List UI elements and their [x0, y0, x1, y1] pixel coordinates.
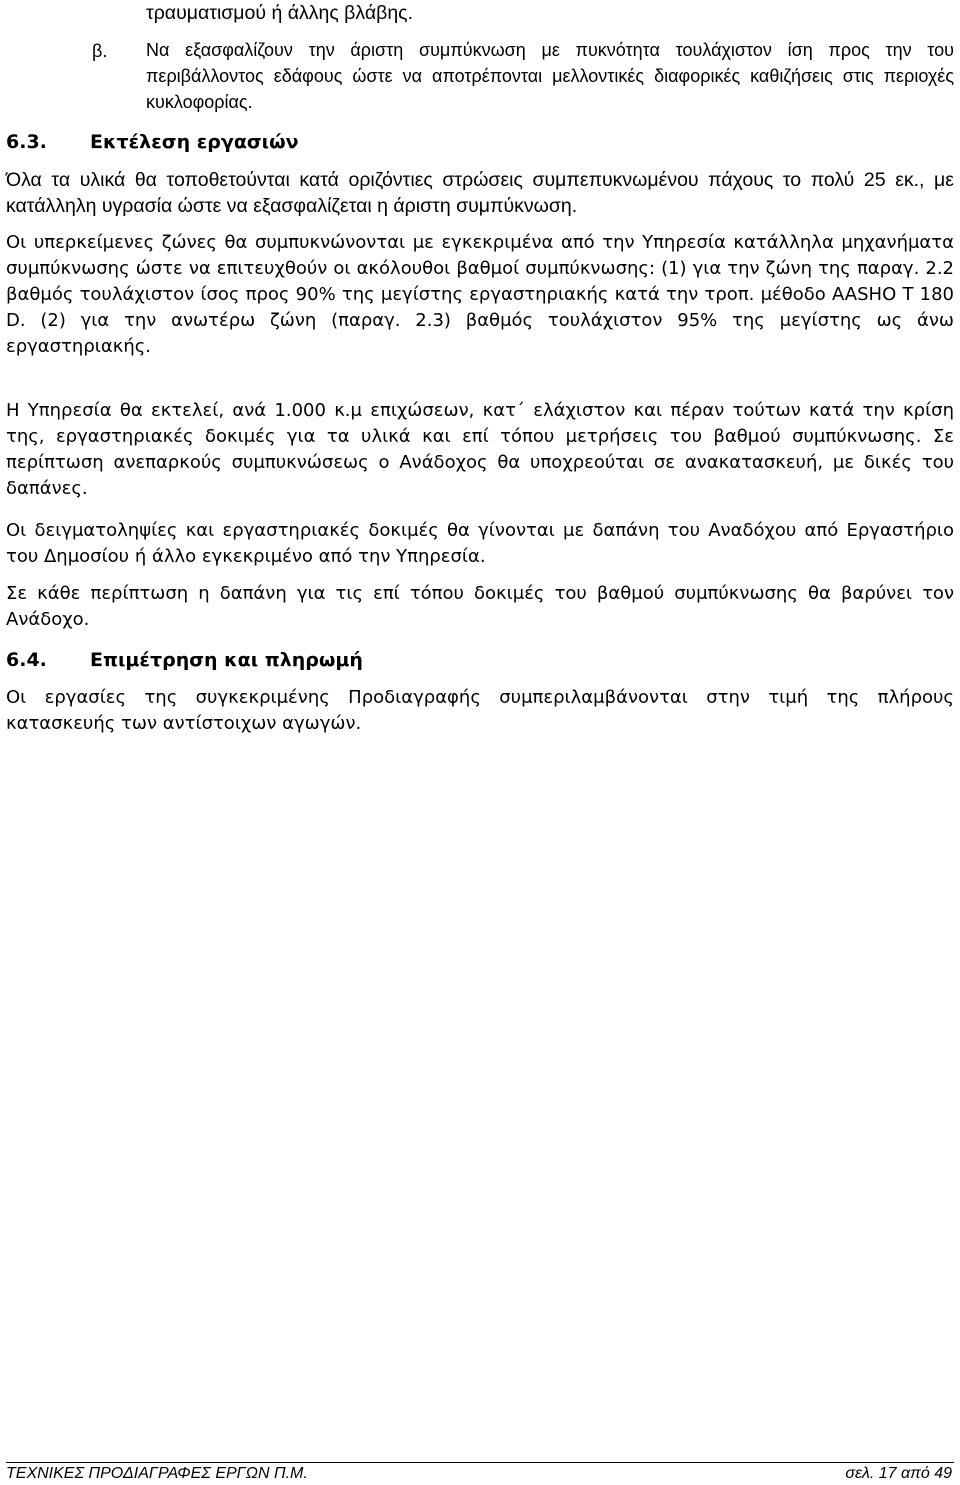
section-6-3-paragraph-5: Σε κάθε περίπτωση η δαπάνη για τις επί τόπου δοκιμές του βαθμού συμπύκνωσης θα βαρύνει τον Ανάδοχο.: [6, 583, 954, 630]
list-item-b-marker: β.: [92, 41, 108, 61]
list-item-b-text: Να εξασφαλίζουν την άριστη συμπύκνωση με πυκνότητα τουλάχιστον ίση προς την του περιβάλλοντος εδάφους ώστε να αποτρέπονται μελλοντικές διαφορικές καθιζήσεις στις περιοχές κυκλοφορίας.: [146, 40, 954, 112]
section-6-3-paragraph-1: Όλα τα υλικά θα τοποθετούνται κατά οριζόντιες στρώσεις συμπεπυκνωμένου πάχους το πολύ 25 εκ., με κατάλληλη υγρασία ώστε να εξασφαλίζεται η άριστη συμπύκνωση.: [6, 169, 954, 217]
section-6-4-title: Επιμέτρηση και πληρωμή: [90, 649, 363, 671]
section-6-3-paragraph-3: Η Υπηρεσία θα εκτελεί, ανά 1.000 κ.μ επιχώσεων, κατ΄ ελάχιστον και πέραν τούτων κατά την κρίση της, εργαστηριακές δοκιμές για τα υλικά και επί τόπου μετρήσεις του βαθμού συμπύκνωσης. Σε περίπτωση ανεπαρκούς συμπυκνώσεως ο Ανάδοχος θα υποχρεούται σε ανακατασκευή, με δικές του δαπάνες.: [6, 400, 954, 499]
footer-page-number: σελ. 17 από 49: [845, 1465, 952, 1482]
footer-document-title: ΤΕΧΝΙΚΕΣ ΠΡΟΔΙΑΓΡΑΦΕΣ ΕΡΓΩΝ Π.Μ.: [6, 1465, 308, 1482]
footer-divider: [6, 1462, 954, 1463]
section-6-4-number: 6.4.: [6, 649, 47, 671]
section-6-3-number: 6.3.: [6, 131, 47, 153]
list-item-continuation: τραυματισμού ή άλλης βλάβης.: [146, 2, 413, 24]
section-6-3-paragraph-4: Οι δειγματοληψίες και εργαστηριακές δοκιμές θα γίνονται με δαπάνη του Αναδόχου από Εργαστήριο του Δημοσίου ή άλλο εγκεκριμένο από την Υπηρεσία.: [6, 520, 954, 567]
section-6-3-paragraph-2: Οι υπερκείμενες ζώνες θα συμπυκνώνονται με εγκεκριμένα από την Υπηρεσία κατάλληλα μηχανήματα συμπύκνωσης ώστε να επιτευχθούν οι ακόλουθοι βαθμοί συμπύκνωσης: (1) για την ζώνη της παραγ. 2.2 βαθμός τουλάχιστον ίσος προς 90% της μεγίστης εργαστηριακής κατά την τροπ. μέθοδο AASHO T 180 D. (2) για την ανωτέρω ζώνη (παραγ. 2.3) βαθμός τουλάχιστον 95% της μεγίστης ως άνω εργαστηριακής.: [6, 232, 954, 357]
section-6-4-paragraph-1: Οι εργασίες της συγκεκριμένης Προδιαγραφής συμπεριλαμβάνονται στην τιμή της πλήρους κατασκευής των αντίστοιχων αγωγών.: [6, 687, 954, 734]
section-6-3-title: Εκτέλεση εργασιών: [90, 131, 299, 153]
